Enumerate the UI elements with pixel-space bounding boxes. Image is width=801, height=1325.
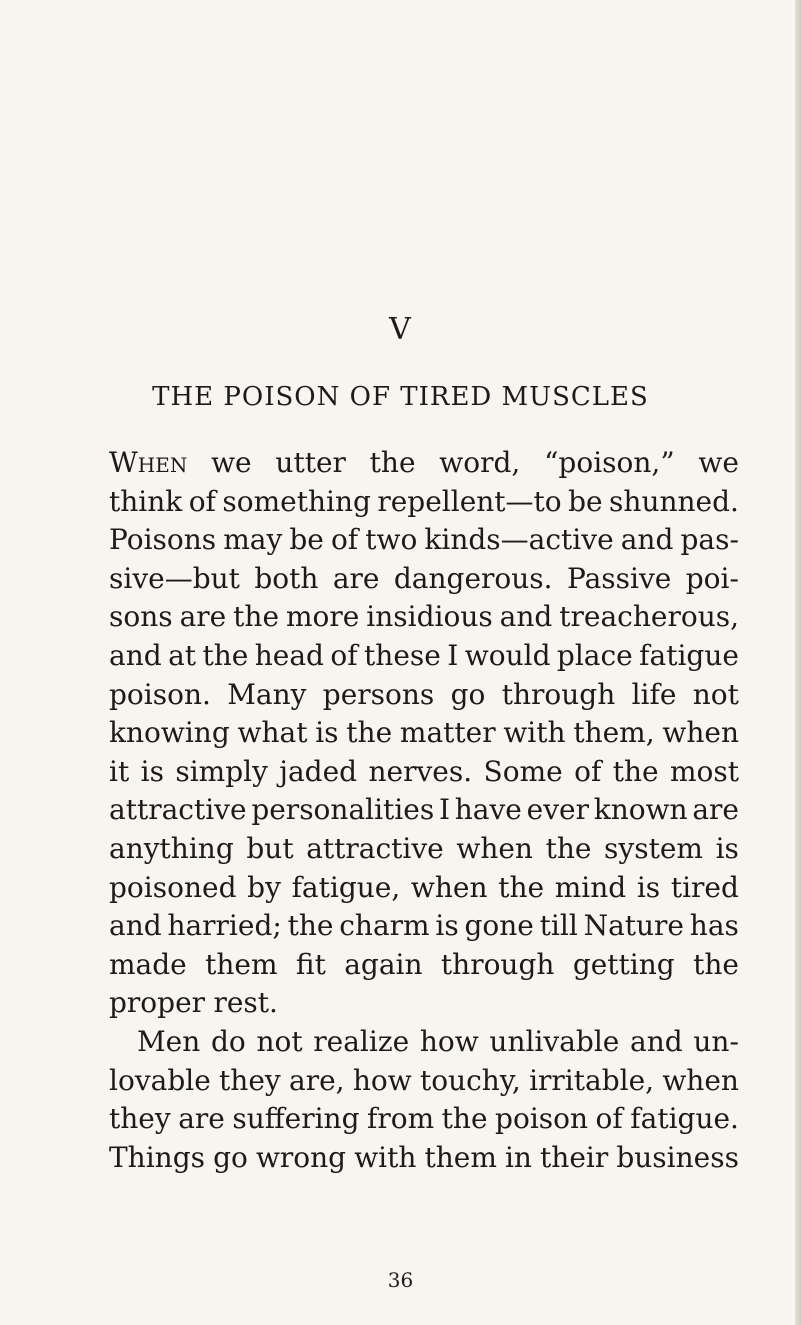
word: touchy, bbox=[419, 1063, 521, 1097]
word: system bbox=[604, 831, 703, 865]
word: are bbox=[179, 600, 227, 634]
word: life bbox=[631, 677, 677, 711]
word: these bbox=[364, 638, 441, 672]
word: is bbox=[636, 870, 661, 904]
word: but bbox=[246, 831, 294, 865]
word: fatigue. bbox=[630, 1102, 739, 1136]
word: rest. bbox=[213, 986, 278, 1020]
word: head bbox=[254, 638, 324, 672]
word: not bbox=[692, 677, 739, 711]
word: poisoned bbox=[109, 870, 237, 904]
word: insidious bbox=[366, 600, 493, 634]
word: known bbox=[593, 793, 688, 827]
opening-word: When bbox=[109, 446, 188, 479]
word: are bbox=[332, 561, 380, 595]
word: harried; bbox=[167, 909, 282, 943]
text-line bbox=[109, 444, 739, 483]
text-line bbox=[109, 1062, 739, 1101]
word: shunned. bbox=[609, 484, 739, 518]
word: them bbox=[424, 1140, 497, 1174]
word: it bbox=[109, 754, 130, 788]
word: un- bbox=[693, 1024, 739, 1058]
word: the bbox=[233, 600, 280, 634]
word: Men bbox=[137, 1024, 201, 1058]
word: and bbox=[630, 1024, 683, 1058]
text-line bbox=[109, 869, 739, 908]
word: by bbox=[247, 870, 281, 904]
word: wrong bbox=[255, 1140, 347, 1174]
word: what bbox=[237, 716, 308, 750]
word: attractive bbox=[109, 793, 247, 827]
chapter-title: THE POISON OF TIRED MUSCLES bbox=[152, 382, 649, 412]
word: of bbox=[330, 523, 359, 557]
word: are bbox=[692, 793, 739, 827]
page-number: 36 bbox=[387, 1268, 414, 1292]
word: through bbox=[440, 947, 555, 981]
word: repellent—to bbox=[377, 484, 562, 518]
word: till bbox=[539, 909, 578, 943]
word: proper bbox=[109, 986, 206, 1020]
word: we bbox=[211, 446, 252, 479]
word: utter bbox=[275, 446, 346, 479]
word: unlivable bbox=[489, 1024, 620, 1058]
page-edge-shadow bbox=[795, 0, 801, 1325]
word: we bbox=[698, 446, 739, 479]
word: may bbox=[223, 523, 283, 557]
word: go bbox=[213, 1140, 248, 1174]
word: matter bbox=[399, 716, 496, 750]
word: the bbox=[693, 947, 739, 981]
word: at bbox=[168, 638, 197, 672]
word: fatigue bbox=[639, 638, 739, 672]
word: nerves. bbox=[368, 754, 473, 788]
word: are, bbox=[289, 1063, 345, 1097]
word: business bbox=[616, 1140, 739, 1174]
word: made bbox=[109, 947, 187, 981]
text-line bbox=[109, 560, 739, 599]
word: be bbox=[568, 484, 603, 518]
text-line bbox=[109, 1100, 739, 1139]
text-line bbox=[109, 791, 739, 830]
word: I bbox=[438, 793, 451, 827]
text-line bbox=[109, 830, 739, 869]
text-line bbox=[109, 637, 739, 676]
word: most bbox=[669, 754, 739, 788]
word: they bbox=[109, 1102, 171, 1136]
text-line bbox=[109, 907, 739, 946]
word: Things bbox=[109, 1140, 205, 1174]
word: persons bbox=[322, 677, 435, 711]
word: of bbox=[188, 484, 216, 518]
word: of bbox=[595, 1102, 623, 1136]
word: be bbox=[289, 523, 324, 557]
word: with bbox=[354, 1140, 417, 1174]
word: tired bbox=[670, 870, 739, 904]
word: from bbox=[367, 1102, 435, 1136]
word: Many bbox=[227, 677, 307, 711]
word: do bbox=[210, 1024, 246, 1058]
text-line bbox=[109, 946, 739, 985]
word: irritable, bbox=[529, 1063, 655, 1097]
word: when bbox=[662, 1063, 739, 1097]
word: have bbox=[454, 793, 522, 827]
word: jaded bbox=[279, 754, 358, 788]
word: poison. bbox=[109, 677, 211, 711]
word: their bbox=[540, 1140, 609, 1174]
text-line bbox=[109, 1023, 739, 1062]
word: is bbox=[435, 909, 459, 943]
word: when bbox=[662, 716, 739, 750]
word: knowing bbox=[109, 716, 230, 750]
word: fatigue, bbox=[291, 870, 401, 904]
word: the bbox=[346, 716, 393, 750]
word: fit bbox=[295, 947, 326, 981]
word: think bbox=[109, 484, 183, 518]
word: I bbox=[447, 638, 459, 672]
word: attractive bbox=[306, 831, 444, 865]
word: word, bbox=[439, 446, 521, 479]
word: are bbox=[178, 1102, 225, 1136]
word: something bbox=[222, 484, 371, 518]
word: both bbox=[254, 561, 319, 595]
text-line bbox=[109, 984, 739, 1023]
text-line bbox=[109, 714, 739, 753]
word: again bbox=[344, 947, 423, 981]
body-text bbox=[109, 444, 739, 1177]
word: more bbox=[285, 600, 360, 634]
word: in bbox=[504, 1140, 532, 1174]
text-line bbox=[109, 676, 739, 715]
word: the bbox=[287, 909, 334, 943]
word: them, bbox=[573, 716, 655, 750]
word: with bbox=[503, 716, 566, 750]
word: of bbox=[574, 754, 602, 788]
word: “poison,” bbox=[544, 446, 675, 479]
word: and bbox=[620, 523, 674, 557]
word: pas- bbox=[680, 523, 739, 557]
word: has bbox=[689, 909, 739, 943]
word: getting bbox=[572, 947, 675, 981]
word: Poisons bbox=[109, 523, 217, 557]
word: Nature bbox=[583, 909, 684, 943]
word: not bbox=[256, 1024, 303, 1058]
word: poi- bbox=[685, 561, 739, 595]
text-line bbox=[109, 521, 739, 560]
word: the bbox=[441, 1102, 488, 1136]
word: kinds—active bbox=[424, 523, 614, 557]
text-line bbox=[109, 753, 739, 792]
word: Passive bbox=[566, 561, 672, 595]
word: personalities bbox=[251, 793, 435, 827]
word: sons bbox=[109, 600, 173, 634]
word: the bbox=[369, 446, 416, 479]
word: gone bbox=[464, 909, 534, 943]
word: when bbox=[456, 831, 533, 865]
word: the bbox=[498, 870, 545, 904]
word: is bbox=[140, 754, 164, 788]
word: suffering bbox=[232, 1102, 360, 1136]
word: simply bbox=[175, 754, 268, 788]
word: dangerous. bbox=[393, 561, 553, 595]
word: and bbox=[499, 600, 553, 634]
word: is bbox=[715, 831, 739, 865]
word: through bbox=[501, 677, 616, 711]
word: treacherous, bbox=[559, 600, 739, 634]
word: mind bbox=[554, 870, 627, 904]
word: go bbox=[450, 677, 486, 711]
word: poison bbox=[495, 1102, 589, 1136]
word: Some bbox=[483, 754, 563, 788]
word: would bbox=[464, 638, 551, 672]
chapter-number: V bbox=[389, 312, 412, 347]
word: the bbox=[545, 831, 592, 865]
word: lovable bbox=[109, 1063, 211, 1097]
word: the bbox=[202, 638, 249, 672]
word: when bbox=[410, 870, 488, 904]
word: and bbox=[109, 638, 162, 672]
word: how bbox=[352, 1063, 412, 1097]
word: the bbox=[612, 754, 659, 788]
word: is bbox=[315, 716, 339, 750]
word: of bbox=[330, 638, 358, 672]
text-line bbox=[109, 598, 739, 637]
word: anything bbox=[109, 831, 234, 865]
word: and bbox=[109, 909, 162, 943]
word: charm bbox=[339, 909, 430, 943]
text-line bbox=[109, 483, 739, 522]
word: them bbox=[205, 947, 278, 981]
word: place bbox=[556, 638, 633, 672]
word: how bbox=[419, 1024, 479, 1058]
word: ever bbox=[526, 793, 589, 827]
word: two bbox=[365, 523, 418, 557]
text-line bbox=[109, 1139, 739, 1178]
word: realize bbox=[313, 1024, 410, 1058]
word: sive—but bbox=[109, 561, 240, 595]
word: they bbox=[219, 1063, 281, 1097]
